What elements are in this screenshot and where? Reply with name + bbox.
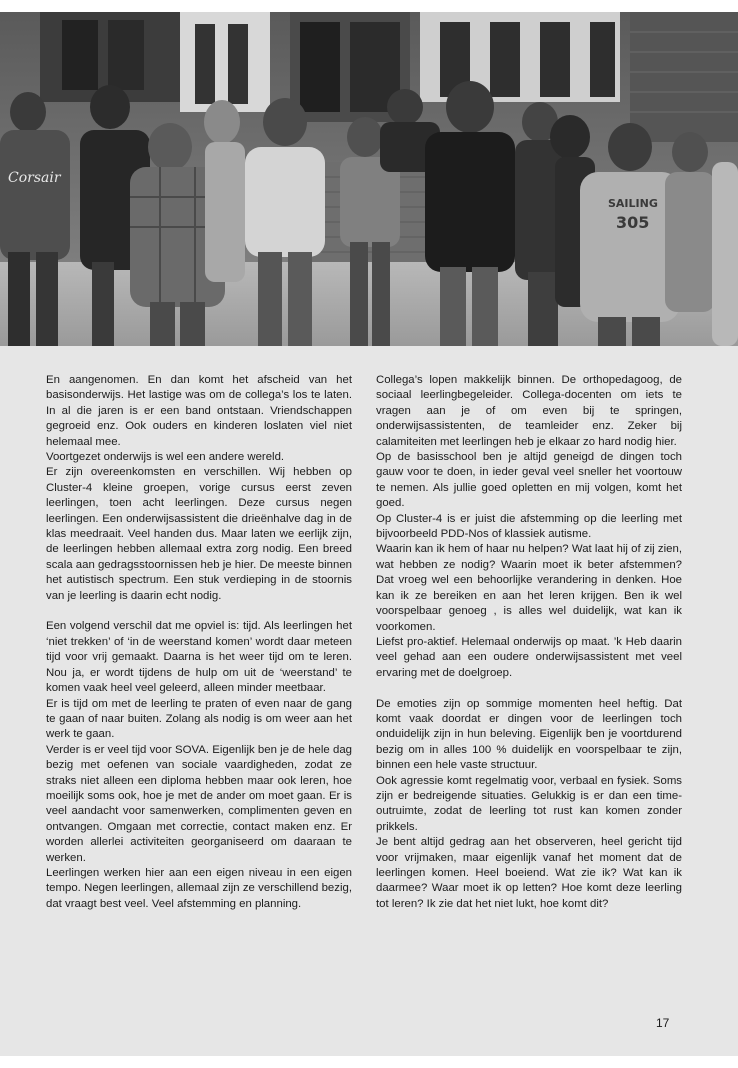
article-left-column	[46, 373, 352, 912]
paragraph: En aangenomen. En dan komt het afscheid van het basisonderwijs. Het lastige was om de collega’s los te laten. In al die jaren is er een band ontstaan. Vriendschappen gegroeid enz. Ook ouders en kinderen loslaten viel niet helemaal mee.	[46, 374, 352, 448]
page-number: 17	[656, 1016, 670, 1030]
paragraph: Verder is er veel tijd voor SOVA. Eigenlijk ben je de hele dag bezig met oefenen van sociale vaardigheden, zodat ze straks niet alleen een diploma hebben maar ook leren, hoe moeilijk soms ook, hoe je met de ander om moet gaan. Er is veel aandacht voor samenwerken, complimenten geven en ontvangen. Omgaan met correctie, contact maken enz. Er worden allerlei activiteiten georganiseerd om daaraan te werken.	[46, 743, 352, 864]
paragraph: Ook agressie komt regelmatig voor, verbaal en fysiek. Soms zijn er bedreigende situaties. Gelukkig is er dan een time-outruimte, zodat de leerling tot rust kan komen zonder prikkels.	[376, 774, 682, 833]
paragraph: De emoties zijn op sommige momenten heel heftig. Dat komt vaak doordat er dingen voor de leerlingen toch onduidelijk zijn in hun beleving. Eigenlijk ben je voortdurend bezig om in alles 100 % duidelijk en voorspelbaar te zijn, binnen een hele vaste structuur.	[376, 697, 682, 772]
paragraph: Voortgezet onderwijs is wel een andere wereld.	[46, 451, 285, 464]
paragraph: Op de basisschool ben je altijd geneigd de dingen toch gauw voor te doen, in ieder geval veel sneller het voortouw te nemen. Als jullie goed opletten en mij volgen, komt het goed.	[376, 451, 682, 510]
shirt-text-sailing: SAILING	[608, 197, 658, 210]
paragraph: Een volgend verschil dat me opviel is: tijd. Als leerlingen het ‘niet trekken’ of ‘in de weerstand komen’ wordt daar meteen tijd voor vrij gemaakt. Daarna is het weer tijd om te leren. Nou ja, er wordt tijdens de hulp om uit de ‘weerstand’ te komen vaak heel veel geleerd, alleen minder meetbaar.	[46, 620, 352, 695]
paragraph: Liefst pro-aktief. Helemaal onderwijs op maat. ’k Heb daarin veel gehad aan een oudere onderwijsassistent met veel ervaring met de doelgroep.	[376, 635, 682, 679]
paragraph: Er is tijd om met de leerling te praten of even naar de gang te gaan of naar buiten. Zolang als nodig is om weer aan het werk te gaan.	[46, 697, 352, 741]
paragraph: Waarin kan ik hem of haar nu helpen? Wat laat hij of zij zien, wat hebben ze nodig? Waarin moet ik beter afstemmen? Dat vroeg wel een behoorlijke verandering in denken. Hoe kan ik ze bereiken en aan het leren krijgen. Ben ik wel voorspelbaar genoeg , is alles wel duidelijk, wat kan ik voorkomen.	[376, 543, 682, 633]
paragraph: Collega’s lopen makkelijk binnen. De orthopedagoog, de sociaal leerlingbegeleider. Collega-docenten om iets te vragen aan je of om even bij te springen, onderwijsassistenten, de teamleider enz. Zeker bij calamiteiten met leerlingen heb je elkaar zo hard nodig hier.	[376, 374, 682, 448]
schoolyard-photo	[0, 12, 738, 346]
paragraph: Er zijn overeenkomsten en verschillen. Wij hebben op Cluster-4 kleine groepen, vorige cursus eerst zeven leerlingen, toen acht leerlingen. Deze cursus negen leerlingen. Een onderwijsassistent die drieënhalve dag in de klas meedraait. Veel handen dus. Maar laten we eerlijk zijn, de leerlingen hebben allemaal extra zorg nodig. Een breed scala aan gedragsstoornissen heb je hier. De meeste binnen het autistisch spectrum. Een stuk verdieping in de stoornis van je leerling is daarin echt nodig.	[46, 466, 352, 602]
article-right-column	[376, 373, 682, 912]
bottom-margin	[0, 1056, 738, 1068]
paragraph: Op Cluster-4 is er juist die afstemming op die leerling met bijvoorbeeld PDD-Nos of klassiek autisme.	[376, 512, 682, 541]
shirt-text-corsair: Corsair	[8, 170, 61, 186]
paragraph: Leerlingen werken hier aan een eigen niveau in een eigen tempo. Negen leerlingen, allemaal zijn ze verschillend bezig, dat vraagt best veel. Veel afstemming en planning.	[46, 866, 352, 910]
paragraph: Je bent altijd gedrag aan het observeren, heel gericht tijd voor vrijmaken, maar eigenlijk vanaf het moment dat de leerlingen komen. Heel boeiend. Wat zie ik? Wat kan ik daarmee? Waar moet ik op letten? Hoe komt deze leerling tot leren? Ik zie dat het niet lukt, hoe komt dit?	[376, 836, 682, 910]
shirt-text-305: 305	[616, 213, 650, 232]
